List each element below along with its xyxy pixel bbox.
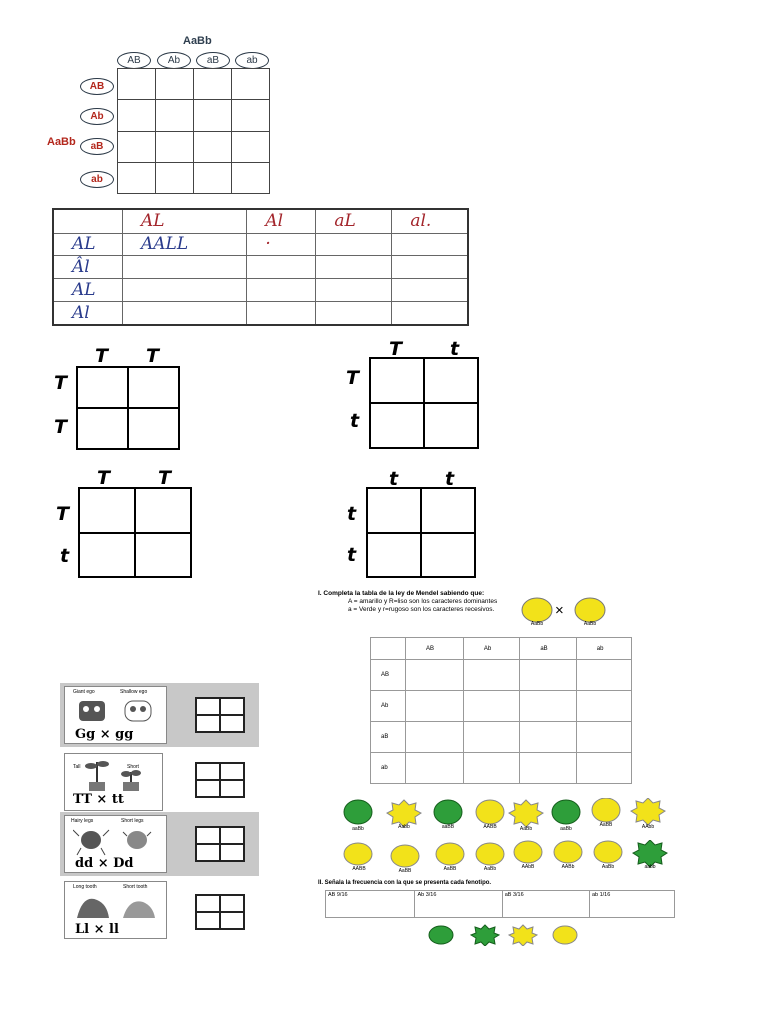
- grid-side-allele: T: [54, 416, 67, 438]
- yellow-wrinkled-pea: [631, 798, 665, 825]
- pea-label: AaBB: [599, 822, 613, 828]
- pea-label: AAbB: [521, 864, 535, 870]
- col-header: Ab: [463, 638, 519, 660]
- parent-pea-left: [522, 598, 552, 622]
- pea-label: AaBb: [583, 621, 597, 627]
- yellow-round-pea: [594, 841, 622, 863]
- col-allele-oval: AB: [117, 52, 151, 69]
- grid-top-allele: T: [158, 467, 171, 489]
- pea-label: AaBb: [519, 826, 533, 832]
- row-header: AB: [371, 660, 406, 691]
- handwritten-punnett-table: [52, 208, 469, 326]
- grid-top-allele: t: [445, 468, 455, 490]
- grid-side-allele: t: [350, 410, 360, 432]
- yellow-round-pea: [592, 798, 620, 822]
- row-header: AL: [53, 279, 123, 302]
- genotype-cross: TT × tt: [73, 792, 124, 807]
- mendel-dihybrid-table: [370, 637, 632, 784]
- col-header: AL: [123, 209, 247, 233]
- section1-side-genotype: AaBb: [47, 136, 76, 148]
- yellow-round-pea: [514, 841, 542, 863]
- cartoon-caption: Short: [127, 764, 139, 770]
- grid-top-allele: T: [97, 467, 110, 489]
- row-header: aB: [371, 722, 406, 753]
- mini-punnett-grid: [195, 894, 245, 930]
- worksheet-instructions: [318, 590, 497, 614]
- grid-side-allele: t: [347, 503, 357, 525]
- row-header: Ab: [371, 691, 406, 722]
- grid-top-allele: T: [146, 345, 159, 367]
- row-allele-oval: aB: [80, 138, 114, 155]
- cartoon-card: [64, 815, 167, 873]
- yellow-round-pea: [553, 926, 577, 944]
- grid-top-allele: t: [450, 338, 460, 360]
- row-allele-oval: ab: [80, 171, 114, 188]
- col-header: AB: [406, 638, 464, 660]
- cartoon-card: [64, 753, 163, 811]
- grid-side-allele: t: [60, 545, 70, 567]
- green-round-pea: [434, 800, 462, 824]
- corner-cell: [53, 209, 123, 233]
- grid-top-allele: T: [389, 338, 402, 360]
- yellow-wrinkled-pea: [509, 925, 537, 946]
- pea-label: aaBb: [352, 826, 364, 832]
- worksheet-heading: I. Completa la tabla de la ley de Mendel sabiendo que:: [318, 590, 485, 597]
- yellow-round-pea: [436, 843, 464, 865]
- punnett-grid-4x4: [117, 68, 270, 194]
- cartoon-card: [64, 686, 167, 744]
- genotype-cross: Ll × ll: [75, 922, 119, 937]
- phenotype-frequency-table: [325, 890, 675, 918]
- col-header: al.: [392, 209, 468, 233]
- cartoon-caption: Long tooth: [73, 884, 97, 890]
- col-header: aB: [520, 638, 576, 660]
- table-cell-filled: AALL: [123, 233, 247, 256]
- mini-punnett-grid: [195, 762, 245, 798]
- green-wrinkled-pea: [633, 840, 667, 867]
- pea-label: aaBb: [560, 826, 572, 832]
- pea-label: AABB: [483, 824, 497, 830]
- pea-label: AaBB: [398, 868, 412, 874]
- green-round-pea: [429, 926, 453, 944]
- pea-label: AaBb: [601, 864, 615, 870]
- yellow-round-pea: [344, 843, 372, 865]
- creature-illustration: [73, 892, 161, 922]
- grid-side-allele: t: [347, 544, 357, 566]
- pea-label: aabb: [644, 864, 656, 870]
- table-cell: ·: [247, 233, 316, 256]
- bug-illustration: [73, 826, 161, 856]
- plant-illustration: [75, 758, 155, 792]
- yellow-wrinkled-pea: [387, 800, 421, 827]
- cross-symbol: ×: [555, 602, 564, 619]
- monster-illustration: [73, 697, 161, 727]
- pea-label: AaBb: [530, 621, 544, 627]
- grid-side-allele: T: [346, 367, 359, 389]
- pea-label: AAbb: [641, 824, 655, 830]
- mini-punnett-grid: [195, 697, 245, 733]
- genotype-cross: Gg × gg: [75, 727, 134, 742]
- punnett-grid-2x2: [366, 487, 476, 578]
- punnett-grid-2x2: [369, 357, 479, 449]
- pea-label: aaBB: [441, 824, 455, 830]
- cartoon-caption: Hairy legs: [71, 818, 94, 824]
- mini-punnett-grid: [195, 826, 245, 862]
- pea-label: AaBb: [483, 866, 497, 872]
- col-header: Al: [247, 209, 316, 233]
- instruction-line: a = Verde y r=rugoso son los caracteres recesivos.: [348, 606, 495, 613]
- frequency-cell: AB 9/16: [326, 891, 415, 918]
- cartoon-caption: Tall: [73, 764, 81, 770]
- frequency-heading: II. Señala la frecuencia con la que se presenta cada fenotipo.: [318, 880, 492, 886]
- row-allele-oval: AB: [80, 78, 114, 95]
- row-header: Âl: [53, 256, 123, 279]
- grid-side-allele: T: [56, 503, 69, 525]
- punnett-grid-2x2: [78, 487, 192, 578]
- col-allele-oval: ab: [235, 52, 269, 69]
- pea-label: AABB: [352, 866, 366, 872]
- green-wrinkled-pea: [471, 925, 499, 946]
- yellow-round-pea: [476, 800, 504, 824]
- genotype-cross: dd × Dd: [75, 856, 134, 871]
- frequency-cell: ab 1/16: [589, 891, 674, 918]
- yellow-wrinkled-pea: [509, 800, 543, 827]
- yellow-round-pea: [391, 845, 419, 867]
- col-header: ab: [576, 638, 631, 660]
- grid-top-allele: t: [389, 468, 399, 490]
- row-header: Al: [53, 302, 123, 325]
- cartoon-caption: Short legs: [121, 818, 144, 824]
- col-allele-oval: aB: [196, 52, 230, 69]
- section1-top-genotype: AaBb: [183, 35, 212, 47]
- cartoon-card: [64, 881, 167, 939]
- cartoon-caption: Short tooth: [123, 884, 148, 890]
- yellow-round-pea: [554, 841, 582, 863]
- row-header: ab: [371, 753, 406, 784]
- row-allele-oval: Ab: [80, 108, 114, 125]
- instruction-line: A = amarillo y R=liso son los caracteres dominantes: [348, 598, 498, 605]
- green-round-pea: [344, 800, 372, 824]
- grid-side-allele: T: [54, 372, 67, 394]
- row-header: AL: [53, 233, 123, 256]
- grid-top-allele: T: [95, 345, 108, 367]
- col-header: aL: [316, 209, 392, 233]
- pea-label: AaBB: [443, 866, 457, 872]
- cartoon-caption: Giant ego: [73, 689, 95, 695]
- punnett-grid-2x2: [76, 366, 180, 450]
- green-round-pea: [552, 800, 580, 824]
- yellow-round-pea: [476, 843, 504, 865]
- col-allele-oval: Ab: [157, 52, 191, 69]
- phenotype-peas: [425, 924, 585, 946]
- pea-label: AABb: [561, 864, 575, 870]
- frequency-cell: Ab 3/16: [415, 891, 502, 918]
- frequency-cell: aB 3/16: [502, 891, 589, 918]
- pea-label: Aabb: [398, 824, 410, 830]
- parent-pea-right: [575, 598, 605, 622]
- cartoon-caption: Shallow ego: [120, 689, 148, 695]
